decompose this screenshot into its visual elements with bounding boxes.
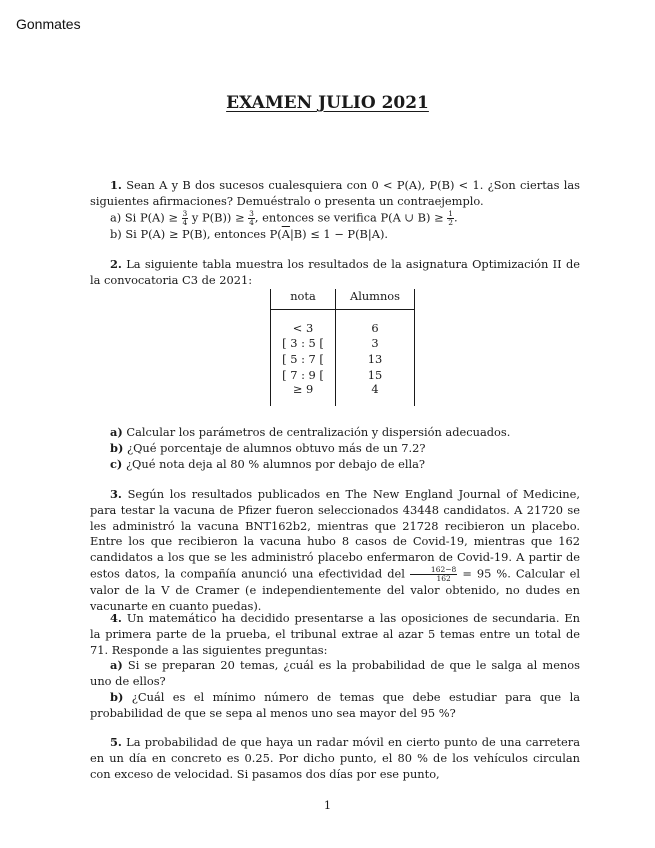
q2-item-b: b) ¿Qué porcentaje de alumnos obtuvo más de un 7.2?	[110, 440, 426, 455]
q3-text: 3. Según los resultados publicados en The New England Journal of Medicine, para testar la vacuna de Pfizer fueron seleccionados 43448 candidatos. A 21720 se les administró la vacuna BNT162b2, mientras que 21728 recibieron un placebo. Entre los que recibieron la vacuna hubo 8 casos de Covid-19, mientras que 162 candidatos a los que se les administró placebo enfermaron de Covid-19. A partir de estos datos, la compañía anunció una efectividad del $\frac{162-8}{162}$ = 95 %. Calcular el valor de la V de Cramer (e independientemente del valor obtenido, no dudes en vacunarte en cuanto puedas).	[90, 487, 581, 613]
table-cell: 15	[336, 367, 415, 383]
q4-intro: 4. Un matemático ha decidido presentarse a las oposiciones de secundaria. En la primera parte de la prueba, el tribunal extrae al azar 5 temas entre un total de 71. Responde a las siguientes preguntas:	[90, 611, 580, 657]
page-number: 1	[323, 798, 332, 812]
table-cell: 4	[336, 382, 415, 406]
table-row	[271, 367, 415, 383]
table-cell: [ 3 : 5 [	[271, 336, 336, 352]
q2-item-c: c) ¿Qué nota deja al 80 % alumnos por debajo de ella?	[110, 456, 426, 471]
question-2	[90, 257, 580, 289]
question-4	[90, 611, 580, 722]
table-cell: [ 5 : 7 [	[271, 351, 336, 367]
q4-item-a: a) Si se preparan 20 temas, ¿cuál es la probabilidad de que le salga al menos uno de ellos?	[90, 658, 581, 689]
q1-a-frac-3: $\frac{1}{2}$	[448, 208, 453, 227]
table-row	[271, 351, 415, 367]
q4-number: 4.	[110, 611, 122, 625]
question-1	[90, 178, 580, 242]
question-2-items	[90, 425, 580, 472]
q5-text: 5. La probabilidad de que haya un radar móvil en cierto punto de una carretera en un día en concreto es 0.25. Por dicho punto, el 80 % de los vehículos circulan con exceso de velocidad. Si pasamos dos días por ese punto,	[90, 735, 580, 781]
q1-b-text-post: |B) ≤ 1 − P(B|A).	[289, 226, 389, 241]
table-cell: < 3	[271, 320, 336, 336]
table-header-row	[271, 289, 415, 310]
table-cell: 6	[336, 320, 415, 336]
table-cell: ≥ 9	[271, 382, 336, 406]
q1-b-text-pre: Si P(A) ≥ P(B), entonces P(	[125, 226, 282, 241]
q1-number: 1.	[110, 178, 122, 192]
question-3	[90, 487, 580, 615]
table-row	[271, 320, 415, 336]
q1-item-b	[90, 227, 580, 243]
q1-intro-text: Sean A y B dos sucesos cualesquiera con 0 < P(A), P(B) < 1. ¿Son ciertas las siguientes afirmaciones? Demuéstralo o presenta un contraejemplo.	[90, 178, 580, 208]
table-cell: [ 7 : 9 [	[271, 367, 336, 383]
q2-item-a: a) Calcular los parámetros de centralización y dispersión adecuados.	[110, 425, 511, 439]
table-header-alumnos: Alumnos	[336, 289, 415, 310]
q2-intro	[90, 257, 580, 289]
q3-fraction: $\frac{162-8}{162}$	[410, 566, 457, 583]
q2-intro-text: La siguiente tabla muestra los resultados de la asignatura Optimización II de la convocatoria C3 de 2021:	[90, 257, 581, 287]
exam-title: EXAMEN JULIO 2021	[226, 93, 429, 113]
q1-a-text-pre: Si P(A) ≥	[124, 210, 178, 225]
q1-b-label: b)	[110, 226, 122, 241]
q1-item-a: a) Si P(A) ≥ $\frac{3}{4}$ y P(B)) ≥ $\frac{3}{4}$ , entonces se verifica P(A ∪ B) ≥ $\frac{1}{2}$ .	[110, 208, 458, 227]
q1-a-label: a)	[110, 210, 122, 225]
q4-item-b: b) ¿Cuál es el mínimo número de temas que debe estudiar para que la probabilidad de que se sepa al menos uno sea mayor del 95 %?	[90, 689, 580, 720]
q1-a-text-mid: y P(B)) ≥	[191, 210, 245, 225]
q3-number: 3.	[110, 487, 122, 501]
q5-number: 5.	[110, 735, 122, 749]
q1-a-text-post: , entonces se verifica P(A ∪ B) ≥	[254, 210, 444, 225]
grades-table	[270, 289, 415, 406]
table-cell: 3	[336, 336, 415, 352]
q1-a-frac-1: $\frac{3}{4}$	[182, 208, 188, 227]
q1-b-complement: $\overline{A}$	[281, 226, 290, 241]
table-row	[271, 382, 415, 406]
table-cell: 13	[336, 351, 415, 367]
watermark-label: Gonmates	[16, 16, 81, 32]
table-row	[271, 336, 415, 352]
q1-intro	[90, 178, 580, 210]
q2-number: 2.	[110, 257, 122, 271]
q1-a-frac-2: $\frac{3}{4}$	[249, 208, 254, 227]
question-5	[90, 735, 580, 782]
table-header-nota: nota	[271, 289, 336, 310]
